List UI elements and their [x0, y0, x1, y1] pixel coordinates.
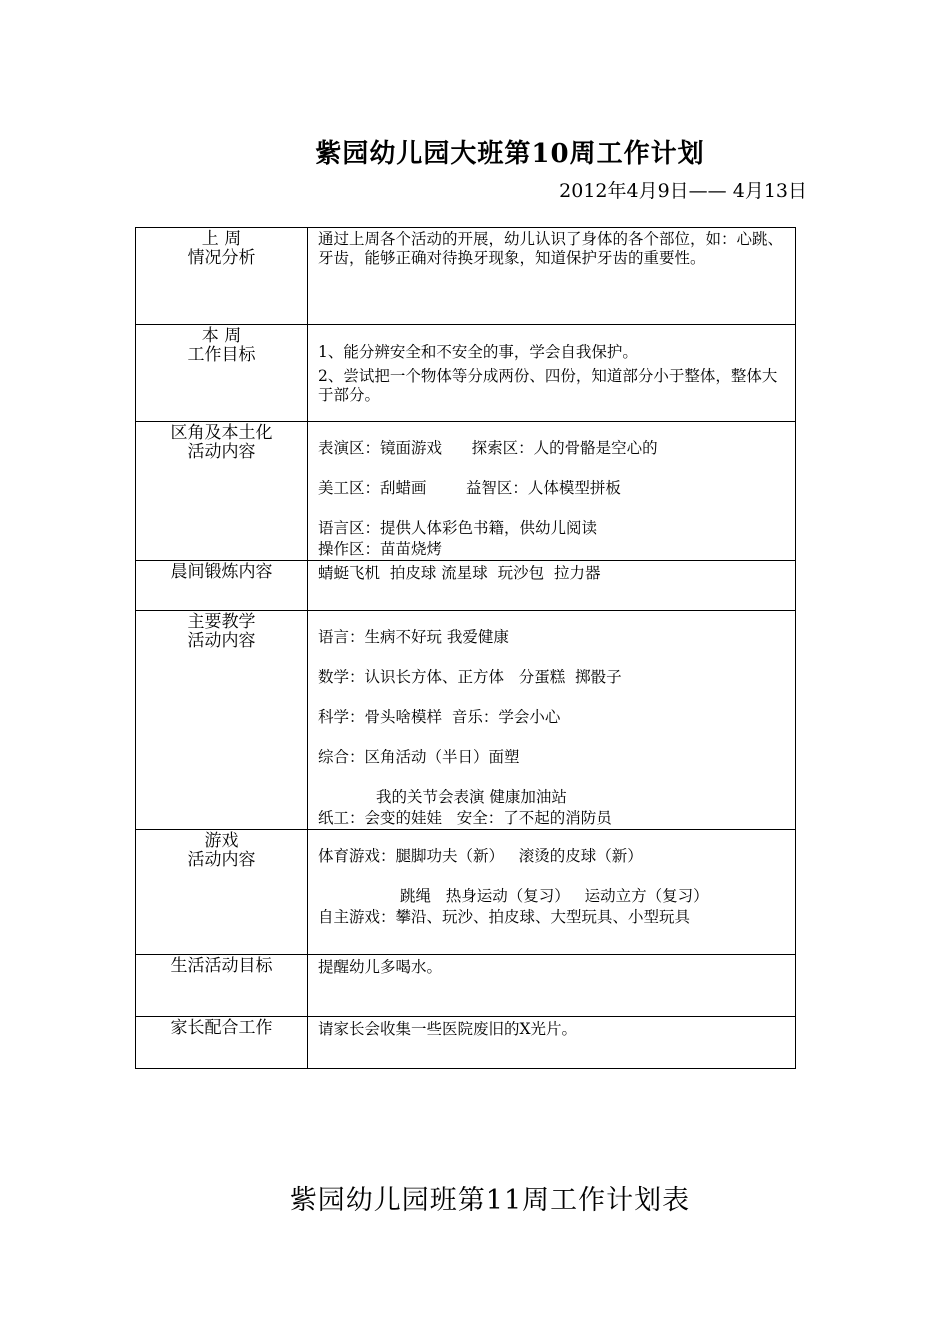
row-label: 家长配合工作: [136, 1017, 308, 1069]
row-label: 生活活动目标: [136, 955, 308, 1017]
date-range: 2012年4月9日—— 4月13日: [559, 180, 807, 202]
table-row-area-activities: [136, 422, 796, 561]
page-title: 紫园幼儿园大班第10周工作计划: [315, 139, 705, 169]
next-page-title: 紫园幼儿园班第11周工作计划表: [289, 1185, 691, 1216]
row-content: 请家长会收集一些医院废旧的X光片。: [308, 1017, 796, 1069]
row-label: 区角及本土化 活动内容: [136, 422, 308, 561]
row-content: 体育游戏：腿脚功夫（新） 滚烫的皮球（新） 跳绳 热身运动（复习） 运动立方（复习） 自主游戏：攀沿、玩沙、拍皮球、大型玩具、小型玩具: [308, 830, 796, 955]
row-label: 上 周 情况分析: [136, 228, 308, 325]
row-content: 语言：生病不好玩 我爱健康 数学：认识长方体、正方体 分蛋糕 掷骰子 科学：骨头啥模样 音乐：学会小心 综合：区角活动（半日）面塑 我的关节会表演 健康加油站 纸工：会变的娃娃 安全：了不起的消防员: [308, 611, 796, 830]
weekly-plan-table: [135, 227, 796, 1069]
row-content: 通过上周各个活动的开展，幼儿认识了身体的各个部位，如：心跳、牙齿，能够正确对待换牙现象，知道保护牙齿的重要性。: [308, 228, 796, 325]
table-row-daily-life: [136, 955, 796, 1017]
row-content: 1、能分辨安全和不安全的事，学会自我保护。 2、尝试把一个物体等分成两份、四份，知道部分小于整体，整体大于部分。: [308, 325, 796, 422]
table-row-main-teaching: [136, 611, 796, 830]
row-label: 本 周 工作目标: [136, 325, 308, 422]
row-label: 游戏 活动内容: [136, 830, 308, 955]
table-row-morning-exercise: [136, 561, 796, 611]
row-content: 提醒幼儿多喝水。: [308, 955, 796, 1017]
row-label: 晨间锻炼内容: [136, 561, 308, 611]
row-content: 蜻蜓飞机 拍皮球 流星球 玩沙包 拉力器: [308, 561, 796, 611]
table-row-last-week: [136, 228, 796, 325]
row-label: 主要教学 活动内容: [136, 611, 308, 830]
table-row-games: [136, 830, 796, 955]
row-content: 表演区：镜面游戏 探索区：人的骨骼是空心的 美工区：刮蜡画 益智区：人体模型拼板 语言区：提供人体彩色书籍，供幼儿阅读 操作区：苗苗烧烤: [308, 422, 796, 561]
table-row-this-week-goals: [136, 325, 796, 422]
table-row-parent-cooperation: [136, 1017, 796, 1069]
